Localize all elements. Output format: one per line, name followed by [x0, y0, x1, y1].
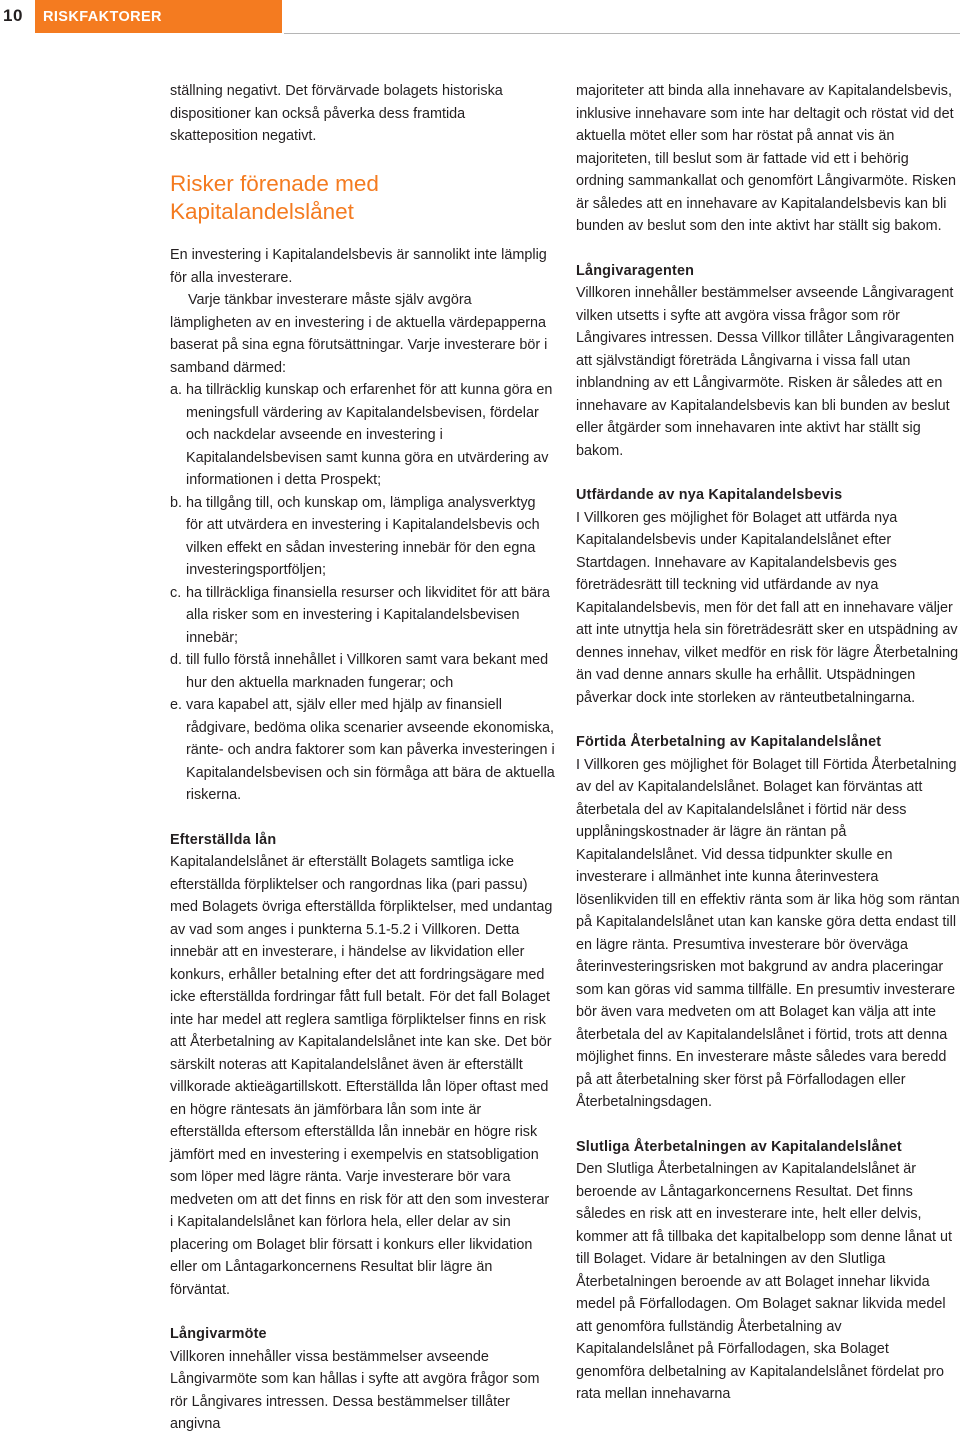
list-item — [170, 379, 555, 492]
page-header — [0, 0, 960, 50]
section-body-langivaragenten: Villkoren innehåller bestämmelser avseende Långivaragent vilken utsetts i syfte att avgöra vissa frågor som rör Långivares intressen. Dessa Villkor tillåter Långivaragenten att självständigt företräda Långivarna i vissa fall utan inblandning av ett Långivarmöte. Risken är således att en innehavare av Kapitalandelsbevis kan bli bunden av beslut eller åtgärder som innehavaren inte aktivt har ställt sig bakom. — [576, 285, 955, 459]
section-body-fortida-aterbetalning: I Villkoren ges möjlighet för Bolaget till Förtida Återbetalning av del av Kapitalandelslånet. Bolaget kan förväntas att återbetala del av Kapitalandelslånet i förtid när dess upplåningskostnader är lägre än räntan på Kapitalandelslånet. Vid dessa tidpunkter skulle en investerare i allmänhet inte kunna återinvestera lösenlikviden till en effektiv ränta som är lika hög som räntan på Kapitalandelslånet utan kan kanske göra detta endast till en lägre ränta. Presumtiva investerare bör överväga återinvesteringsrisken mot bakgrund av andra placeringar som kan göras vid samma tillfälle. En presumtiv investerare bör även vara medveten om att Bolaget kan välja att inte återbetala del av Kapitalandelslånet i förtid, trots att denna möjlighet finns. En investerare måste således vara beredd på att återbetalning sker först på Förfallodagen eller Återbetalningsdagen. — [576, 756, 960, 1110]
list-item-text: till fullo förstå innehållet i Villkoren samt vara bekant med hur den aktuella marknaden fungerar; och — [186, 652, 549, 691]
risk-heading: Risker förenade med Kapitalandelslånet — [170, 170, 379, 224]
list-item — [170, 694, 555, 807]
risk-body: Varje tänkbar investerare måste själv avgöra lämpligheten av en investering i de aktuella värdepapperna baserat på sina egna förutsättningar. Varje investerare bör i samband därmed: — [170, 292, 548, 376]
intro-paragraph: ställning negativt. Det förvärvade bolagets historiska dispositioner kan också påverka dess framtida skatteposition negativt. — [170, 83, 503, 144]
page-number: 10 — [3, 6, 23, 25]
section-body-utfardande: I Villkoren ges möjlighet för Bolaget att utfärda nya Kapitalandelsbevis under Kapitalandelslånet efter Startdagen. Innehavare av Kapitalandelsbevis ges företrädesrätt till teckning vid utfärdande av nya Kapitalandelsbevis, men för det fall att en innehavare väljer att inte utnyttja hela sin företrädesrätt sker en utspädning av dennes innehav, vilket medför en risk för lägre Återbetalning än vad denne annars skulle ha erhållit. Utspädningen påverkar dock inte storleken av ränteutbetalningarna. — [576, 509, 959, 706]
section-heading-langivarmote: Långivarmöte — [170, 1326, 267, 1343]
section-heading-utfardande: Utfärdande av nya Kapitalandelsbevis — [576, 487, 843, 503]
list-item-letter: e. — [170, 697, 183, 714]
risk-lead: En investering i Kapitalandelsbevis är sannolikt inte lämplig för alla investerare. — [170, 247, 547, 286]
left-column — [170, 80, 555, 1436]
list-item-text: vara kapabel att, själv eller med hjälp av finansiell rådgivare, bedöma olika scenarier avseende ekonomiska, ränte- och andra faktorer som kan påverka investeringen i Kapitalandelsbevisen och sin förmåga att bära de aktuella riskerna. — [186, 697, 555, 804]
list-item-letter: a. — [170, 382, 183, 399]
section-tab — [35, 0, 282, 33]
continuation-paragraph: majoriteter att binda alla innehavare av Kapitalandelsbevis, inklusive innehavare som inte har deltagit och röstat vid det aktuella mötet eller som har röstat på annat vis än majoriteten, till beslut som är fattade vid ett i behörig ordning sammankallat och genomfört Långivarmöte. Risken är således att en innehavare av Kapitalandelsbevis kan bli bunden av beslut som den inte aktivt har ställt sig bakom. — [576, 83, 956, 234]
list-item — [170, 649, 555, 694]
list-item-letter: d. — [170, 652, 183, 669]
list-item — [170, 492, 555, 582]
list-item-text: ha tillgång till, och kunskap om, lämpliga analysverktyg för att utvärdera en investering i Kapitalandelsbevis och vilken effekt en sådan investering innebär för den egna investeringsportföljen; — [186, 494, 540, 579]
right-column — [576, 80, 960, 1406]
list-item-text: ha tillräckliga finansiella resurser och likviditet för att bära alla risker som en investering i Kapitalandelsbevisen innebär; — [186, 584, 550, 646]
section-body-langivarmote: Villkoren innehåller vissa bestämmelser avseende Långivarmöte som kan hållas i syfte att avgöra frågor som rör Långivares intressen. Dessa bestämmelser tillåter angivna — [170, 1348, 540, 1433]
section-heading-efterstallda-lan: Efterställda lån — [170, 831, 277, 848]
list-item-letter: c. — [170, 584, 182, 601]
list-item — [170, 582, 555, 650]
header-divider — [284, 33, 960, 34]
section-body-slutliga-aterbetalningen: Den Slutliga Återbetalningen av Kapitalandelslånet är beroende av Låntagarkoncernens Resultat. Det finns således en risk att en investerare inte, helt eller delvis, kommer att få tillbaka det kapitalbelopp som denne lånat ut till Bolaget. Vidare är betalningen av den Slutliga Återbetalningen beroende av att Bolaget innehar likvida medel på Förfallodagen. Om Bolaget saknar likvida medel att genomföra fullständig Återbetalning av Kapitalandelslånet på Förfallodagen, ska Bolaget genomföra delbetalning av Kapitalandelslånet fördelat pro rata mellan innehavarna — [576, 1161, 952, 1402]
section-heading-fortida-aterbetalning: Förtida Återbetalning av Kapitalandelslånet — [576, 734, 882, 750]
section-body-efterstallda-lan: Kapitalandelslånet är efterställt Bolagets samtliga icke efterställda förpliktelser och rangordnas lika (pari passu) med Bolagets övriga efterställda förpliktelser, med undantag av vad som anges i punkterna 5.1-5.2 i Villkoren. Detta innebär att en investerare, i händelse av likvidation eller konkurs, erhåller betalning efter det att fordringsägare med icke efterställda fordringar fått full betalt. För det fall Bolaget inte har medel att reglera samtliga förpliktelser finns en risk att Återbetalning av Kapitalandelslånet inte kan ske. Det bör särskilt noteras att Kapitalandelslånet även är efterställt villkorade aktieägartillskott. Efterställda lån löper oftast med en högre räntesats än jämförbara lån som inte är efterställda eftersom efterställda lån innebär en högre risk jämfört med en investering i exempelvis en statsobligation som löper med lägre ränta. Varje investerare bör vara medveten om att det finns en risk för att den som investerar i Kapitalandelslånet kan förlora hela, eller delar av sin placering om Bolaget blir försatt i konkurs eller likvidation eller om Låntagarkoncernens Resultat blir lägre än förväntat. — [170, 854, 553, 1298]
list-item-letter: b. — [170, 494, 183, 511]
section-title: RISKFAKTORER — [43, 9, 162, 25]
criteria-list — [170, 379, 555, 807]
list-item-text: ha tillräcklig kunskap och erfarenhet för att kunna göra en meningsfull värdering av Kapitalandelsbevisen, fördelar och nackdelar avseende en investering i Kapitalandelsbevisen samt kunna göra en utvärdering av informationen i detta Prospekt; — [186, 382, 553, 489]
section-heading-slutliga-aterbetalningen: Slutliga Återbetalningen av Kapitalandelslånet — [576, 1138, 902, 1155]
section-heading-langivaragenten: Långivaragenten — [576, 262, 695, 279]
